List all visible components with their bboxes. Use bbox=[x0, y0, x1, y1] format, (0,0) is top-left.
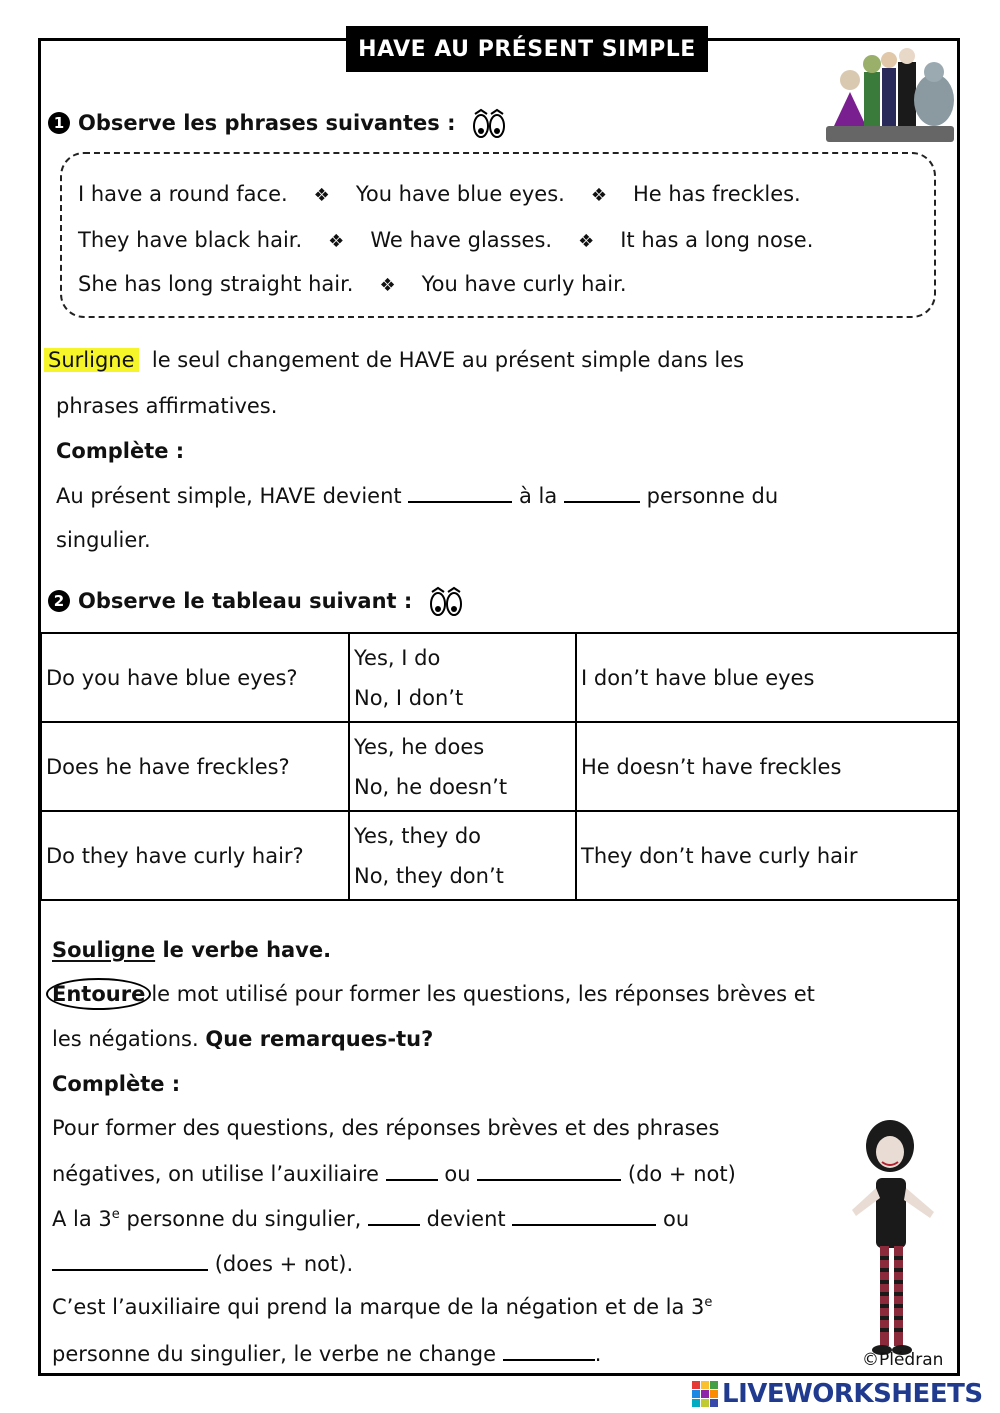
separator-icon: ❖ bbox=[328, 231, 345, 252]
negative-cell: He doesn’t have freckles bbox=[576, 722, 959, 811]
sentence: It has a long nose. bbox=[620, 228, 814, 252]
instruction-text: le seul changement de HAVE au présent simple dans les bbox=[151, 348, 745, 372]
entoure-line2 bbox=[52, 1027, 433, 1051]
no-answer: No, they don’t bbox=[354, 863, 504, 888]
question-cell: Do you have blue eyes? bbox=[41, 633, 349, 722]
eyes-icon bbox=[428, 586, 464, 618]
eyes-icon bbox=[471, 108, 507, 140]
blank-field[interactable] bbox=[477, 1161, 621, 1181]
para-text: négatives, on utilise l’auxiliaire bbox=[52, 1162, 379, 1186]
question-prompt: Que remarques-tu? bbox=[205, 1027, 434, 1051]
separator-icon: ❖ bbox=[379, 275, 396, 296]
para-text: ou bbox=[663, 1207, 690, 1231]
fill-sentence-1-end: singulier. bbox=[56, 528, 151, 552]
separator-icon: ❖ bbox=[313, 185, 330, 206]
blank-field[interactable] bbox=[512, 1206, 656, 1226]
short-answers-cell bbox=[349, 722, 576, 811]
blank-field[interactable] bbox=[503, 1341, 595, 1361]
section2-heading-text: Observe le tableau suivant : bbox=[78, 589, 413, 613]
entoure-instruction bbox=[52, 982, 815, 1006]
entoure-text: les négations. bbox=[52, 1027, 199, 1051]
section1-heading-text: Observe les phrases suivantes : bbox=[78, 111, 456, 135]
blank-field[interactable] bbox=[408, 483, 512, 503]
para-text: (does + not). bbox=[214, 1252, 354, 1276]
surligne-instruction bbox=[44, 348, 744, 372]
table-row bbox=[41, 722, 959, 811]
souligne-rest: le verbe have. bbox=[162, 938, 332, 962]
grammar-table bbox=[40, 632, 960, 901]
yes-answer: Yes, they do bbox=[354, 823, 481, 848]
superscript: e bbox=[111, 1207, 120, 1222]
entoure-rest: le mot utilisé pour former les questions, les réponses brèves et bbox=[151, 982, 815, 1006]
fill-sentence-1 bbox=[56, 483, 778, 508]
sentence: I have a round face. bbox=[78, 182, 288, 206]
para-text: ou bbox=[444, 1162, 471, 1186]
paragraph-line3 bbox=[52, 1206, 689, 1231]
sentence: You have blue eyes. bbox=[355, 182, 565, 206]
paragraph-line4 bbox=[52, 1251, 353, 1276]
para-text: C’est l’auxiliaire qui prend la marque de la négation et de la 3 bbox=[52, 1295, 705, 1319]
superscript: e bbox=[704, 1295, 713, 1310]
paragraph-line5 bbox=[52, 1295, 712, 1319]
sentence-row-3 bbox=[78, 272, 627, 296]
short-answers-cell bbox=[349, 811, 576, 900]
girl-character-illustration bbox=[842, 1118, 952, 1368]
blank-field[interactable] bbox=[386, 1161, 438, 1181]
paragraph-line2 bbox=[52, 1161, 736, 1186]
complete-label-2: Complète : bbox=[52, 1072, 181, 1096]
section1-heading bbox=[48, 108, 507, 140]
worksheet-title: HAVE AU PRÉSENT SIMPLE bbox=[346, 26, 708, 72]
short-answers-cell bbox=[349, 633, 576, 722]
negative-cell: I don’t have blue eyes bbox=[576, 633, 959, 722]
blank-field[interactable] bbox=[52, 1251, 208, 1271]
section1-number: 1 bbox=[48, 112, 70, 134]
paragraph-line6 bbox=[52, 1341, 601, 1366]
blank-field[interactable] bbox=[368, 1206, 420, 1226]
para-text: . bbox=[594, 1342, 602, 1366]
question-cell: Does he have freckles? bbox=[41, 722, 349, 811]
sentence: You have curly hair. bbox=[421, 272, 627, 296]
sentence-row-2 bbox=[78, 228, 813, 252]
section2-heading bbox=[48, 586, 464, 618]
yes-answer: Yes, I do bbox=[354, 645, 441, 670]
liveworksheets-logo bbox=[692, 1379, 983, 1409]
section2-number: 2 bbox=[48, 590, 70, 612]
table-row bbox=[41, 811, 959, 900]
blank-field[interactable] bbox=[564, 483, 640, 503]
fill-text: personne du bbox=[646, 484, 779, 508]
sentence: He has freckles. bbox=[632, 182, 801, 206]
sentence: They have black hair. bbox=[78, 228, 303, 252]
yes-answer: Yes, he does bbox=[354, 734, 485, 759]
negative-cell: They don’t have curly hair bbox=[576, 811, 959, 900]
separator-icon: ❖ bbox=[578, 231, 595, 252]
no-answer: No, I don’t bbox=[354, 685, 464, 710]
separator-icon: ❖ bbox=[590, 185, 607, 206]
no-answer: No, he doesn’t bbox=[354, 774, 508, 799]
paragraph-line1: Pour former des questions, des réponses brèves et des phrases bbox=[52, 1116, 720, 1140]
complete-label-1: Complète : bbox=[56, 439, 185, 463]
entoure-word: Entoure bbox=[46, 978, 151, 1010]
sentence: She has long straight hair. bbox=[78, 272, 354, 296]
fill-text: Au présent simple, HAVE devient bbox=[56, 484, 402, 508]
table-row bbox=[41, 633, 959, 722]
para-text: A la 3 bbox=[52, 1207, 112, 1231]
para-text: personne du singulier, bbox=[126, 1207, 362, 1231]
sentence: We have glasses. bbox=[370, 228, 553, 252]
question-cell: Do they have curly hair? bbox=[41, 811, 349, 900]
para-text: devient bbox=[426, 1207, 506, 1231]
monsters-group-illustration bbox=[820, 42, 960, 146]
para-text: (do + not) bbox=[627, 1162, 736, 1186]
para-text: personne du singulier, le verbe ne change bbox=[52, 1342, 497, 1366]
instruction-line2: phrases affirmatives. bbox=[56, 394, 278, 418]
souligne-word: Souligne bbox=[52, 938, 156, 962]
liveworksheets-logo-text: LIVEWORKSHEETS bbox=[722, 1379, 983, 1409]
sentence-row-1 bbox=[78, 182, 801, 206]
credit-text: ©Plédran bbox=[862, 1350, 944, 1370]
surligne-highlight: Surligne bbox=[44, 348, 139, 372]
souligne-instruction bbox=[52, 938, 331, 962]
fill-text: à la bbox=[519, 484, 558, 508]
liveworksheets-grid-icon bbox=[692, 1381, 718, 1407]
